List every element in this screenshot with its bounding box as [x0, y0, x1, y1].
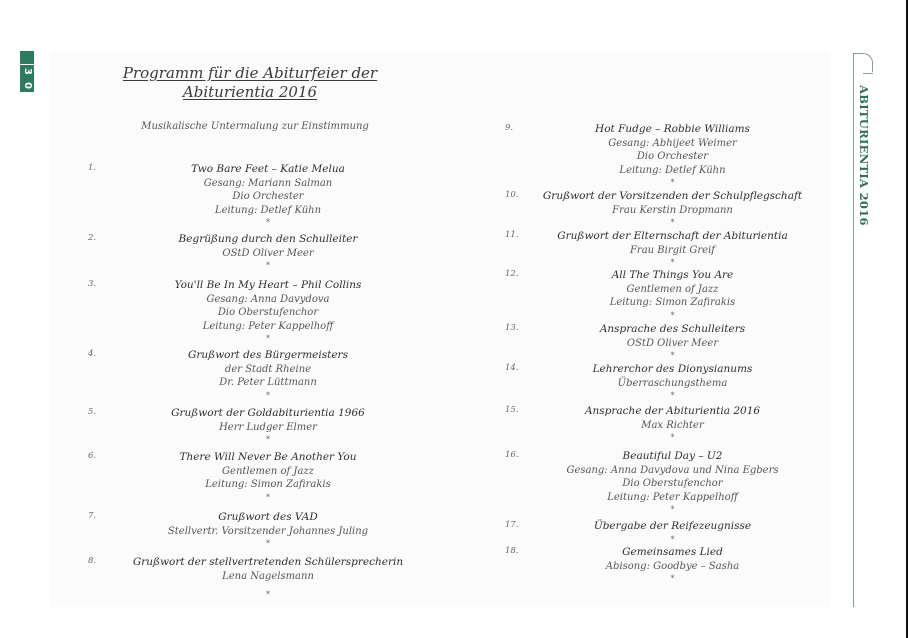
program-item-detail: Dio Oberstufenchor [217, 307, 319, 318]
program-item [505, 450, 820, 516]
program-item-number: 5. [88, 407, 97, 417]
separator-star-icon: * [266, 435, 270, 444]
program-item-lines [108, 407, 428, 434]
program-item-title: Beautiful Day – U2 [622, 450, 723, 462]
program-item-detail: Abisong: Goodbye – Sasha [605, 560, 740, 572]
program-item-detail: Lena Nagelsmann [222, 570, 314, 582]
program-item [505, 546, 820, 585]
program-item-detail: Überraschungsthema [617, 377, 728, 389]
program-item [505, 405, 820, 444]
program-item-detail: Dio Oberstufenchor [622, 478, 723, 489]
program-item-lines [108, 556, 428, 583]
sidebar-title [856, 85, 872, 230]
sidebar-rule [853, 53, 854, 607]
program-item-lines [525, 450, 820, 504]
program-item-number: 3. [88, 279, 97, 289]
sidebar-rule-tick [863, 73, 873, 74]
program-item-detail: Gentlemen of Jazz [626, 283, 719, 295]
separator-star-icon: * [266, 590, 270, 599]
separator-star-icon: * [266, 261, 270, 270]
program-item-title: Gemeinsames Lied [622, 546, 723, 558]
program-item-title: Grußwort der Vorsitzenden der Schulpflegschaft [542, 190, 803, 202]
separator-star-icon: * [670, 574, 675, 583]
separator-star-icon: * [266, 492, 270, 502]
program-item-lines [108, 349, 428, 390]
program-item-title: Two Bare Feet – Katie Melua [191, 163, 345, 175]
sidebar-rule-corner [853, 53, 873, 72]
program-item-lines [525, 323, 820, 350]
program-item-lines [525, 123, 820, 177]
program-item-detail: Leitung: Detlef Kühn [619, 164, 726, 176]
program-item-number: 6. [88, 451, 97, 461]
program-item-number: 17. [505, 520, 519, 530]
separator-star-icon: * [670, 534, 675, 544]
separator-star-icon: * [670, 218, 675, 227]
program-item-lines [108, 279, 428, 333]
program-item-title: Grußwort des VAD [218, 511, 318, 523]
program-item [505, 190, 820, 229]
program-item-number: 13. [505, 323, 519, 333]
program-item-detail: Leitung: Peter Kappelhoff [607, 491, 738, 503]
program-item-title: Grußwort der Goldabiturientia 1966 [171, 407, 365, 419]
program-item-title: Ansprache des Schulleiters [599, 323, 746, 335]
program-item-number: 15. [505, 405, 519, 415]
program-item-number: 2. [88, 233, 97, 243]
program-item-title: There Will Never Be Another You [179, 451, 357, 463]
program-item-detail: OStD Oliver Meer [626, 337, 719, 349]
separator-star-icon: * [266, 390, 270, 400]
program-item-detail: Leitung: Detlef Kühn [214, 204, 322, 216]
program-item-detail: OStD Oliver Meer [222, 247, 314, 259]
program-item-detail: der Stadt Rheine [224, 363, 312, 375]
program-item-title: Grußwort des Bürgermeisters [188, 349, 348, 361]
program-item-detail: Frau Birgit Greif [629, 244, 715, 256]
page-number [20, 65, 34, 92]
separator-star-icon: * [266, 334, 270, 343]
program-item [505, 230, 820, 269]
program-item [88, 349, 428, 402]
program-item-number: 11. [505, 230, 519, 240]
program-item-lines [108, 163, 428, 217]
program-item [88, 233, 428, 272]
program-item-detail: Gesang: Abhijeet Weimer [608, 137, 737, 149]
program-item-detail: Dio Orchester [232, 191, 304, 202]
program-item-lines [525, 405, 820, 432]
program-item-number: 8. [88, 556, 97, 566]
program-item-detail: Stellvertr. Vorsitzender Johannes Juling [167, 525, 369, 537]
program-item-title: Begrüßung durch den Schulleiter [178, 233, 358, 245]
program-item-number: 4. [88, 349, 97, 359]
separator-star-icon: * [670, 433, 675, 442]
program-item-title: Grußwort der Elternschaft der Abiturientia [557, 230, 788, 242]
program-item-detail: Gesang: Anna Davydova und Nina Egbers [566, 464, 779, 476]
program-item-title: Grußwort der stellvertretenden Schülersprecherin [132, 556, 404, 568]
title-line-2: Abiturientia 2016 [182, 83, 318, 101]
program-item-detail: Leitung: Peter Kappelhoff [202, 320, 334, 332]
program-item-number: 18. [505, 546, 519, 556]
program-item-number: 1. [88, 163, 97, 173]
separator-star-icon: * [670, 505, 675, 514]
page-number-digit: 3 [21, 68, 33, 76]
page-number-digit: 0 [21, 81, 33, 89]
program-item-detail: Gesang: Mariann Salman [203, 177, 333, 189]
program-item-lines [525, 190, 820, 217]
program-item [505, 363, 820, 402]
page-number-tab [20, 51, 34, 92]
program-item-detail: Dio Orchester [636, 151, 709, 162]
separator-star-icon: * [670, 258, 675, 267]
program-item-detail: Max Richter [641, 419, 704, 431]
program-item-title: All The Things You Are [611, 269, 734, 281]
separator-star-icon: * [670, 391, 675, 400]
separator-star-icon: * [670, 310, 675, 320]
program-item [88, 163, 428, 229]
program-item-title: You'll Be In My Heart – Phil Collins [174, 279, 362, 291]
program-item-lines [525, 363, 820, 390]
program-item-number: 9. [505, 123, 514, 133]
separator-star-icon: * [670, 178, 675, 187]
program-item [505, 520, 820, 546]
program-item-number: 14. [505, 363, 519, 373]
program-item-detail: Leitung: Simon Zafirakis [205, 479, 331, 490]
program-item-detail: Herr Ludger Elmer [219, 421, 317, 433]
program-item [88, 556, 428, 601]
program-item-detail: Dr. Peter Lüttmann [219, 377, 317, 388]
program-item-lines [108, 233, 428, 260]
program-item-lines [525, 230, 820, 257]
title-line-1: Programm für die Abiturfeier der [122, 64, 378, 82]
program-item-lines [525, 546, 820, 573]
program-item-lines [108, 451, 428, 492]
program-item [505, 123, 820, 189]
program-item [88, 279, 428, 345]
program-item-detail: Gentlemen of Jazz [222, 465, 314, 477]
program-item-detail: Leitung: Simon Zafirakis [609, 297, 736, 308]
page-tab-block [20, 51, 34, 65]
program-item-number: 7. [88, 511, 97, 521]
page-title [110, 64, 390, 102]
program-item-lines [525, 269, 820, 310]
program-item-detail: Gesang: Anna Davydova [206, 293, 330, 305]
program-item [88, 511, 428, 550]
program-item-title: Übergabe der Reifezeugnisse [593, 520, 752, 532]
program-item-lines [108, 511, 428, 538]
separator-star-icon: * [266, 218, 270, 227]
program-item-detail: Frau Kerstin Dropmann [612, 204, 733, 216]
sidebar-title-text: ABITURIENTIA 2016 [857, 85, 871, 226]
program-item-number: 10. [505, 190, 519, 200]
program-item [505, 323, 820, 362]
program-item [88, 451, 428, 504]
program-item-number: 12. [505, 269, 519, 279]
program-item [505, 269, 820, 322]
subtitle: Musikalische Untermalung zur Einstimmung [141, 121, 369, 132]
separator-star-icon: * [670, 351, 675, 360]
program-item-number: 16. [505, 450, 519, 460]
program-item [88, 407, 428, 446]
program-item-title: Hot Fudge – Robbie Williams [595, 123, 750, 135]
program-item-title: Ansprache der Abiturientia 2016 [584, 405, 761, 417]
program-item-title: Lehrerchor des Dionysianums [592, 363, 753, 375]
program-item-lines [525, 520, 820, 534]
separator-star-icon: * [266, 539, 270, 548]
